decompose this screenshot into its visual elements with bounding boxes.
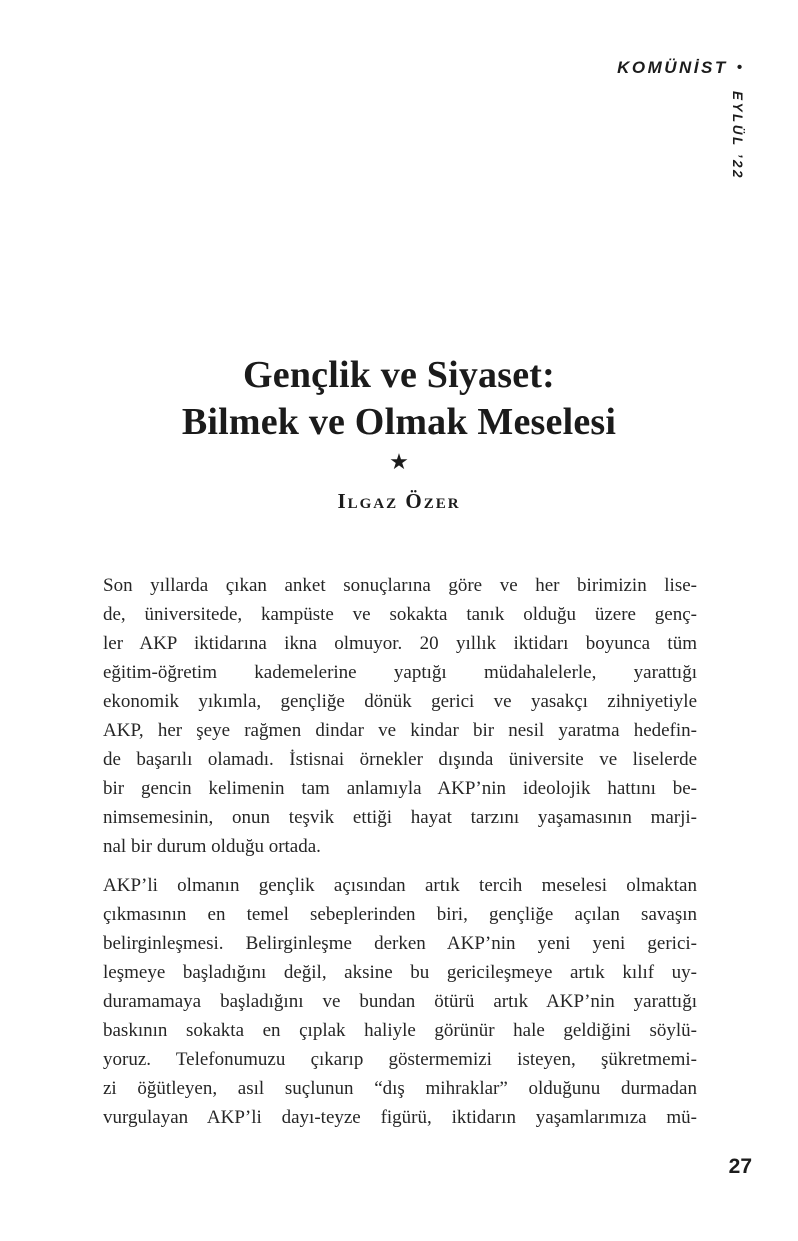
body-line: de, üniversitede, kampüste ve sokakta tanık olduğu üzere genç- [103, 604, 697, 625]
title-line-2: Bilmek ve Olmak Meselesi [181, 401, 617, 443]
body-line: zi öğütleyen, asıl suçlunun “dış mihraklar” olduğunu durmadan [103, 1078, 697, 1099]
body-line: ekonomik yıkımla, gençliğe dönük gerici ve yasakçı zihniyetiyle [103, 691, 697, 712]
title-line-1: Gençlik ve Siyaset: [243, 354, 555, 396]
author-name: Ilgaz Özer [337, 489, 461, 513]
body-line: vurgulayan AKP’li dayı-teyze figürü, iktidarın yaşamlarımıza mü- [103, 1107, 697, 1128]
body-line: AKP’li olmanın gençlik açısından artık tercih meselesi olmaktan [103, 875, 697, 896]
article-body [103, 571, 697, 1132]
paragraph-1 [103, 571, 697, 861]
body-line: nal bir durum olduğu ortada. [103, 836, 321, 857]
body-line: çıkmasının en temel sebeplerinden biri, gençliğe açılan savaşın [103, 904, 697, 925]
star-ornament-icon: ★ [389, 449, 409, 474]
body-line: duramamaya başladığını ve bundan ötürü artık AKP’nin yarattığı [103, 991, 697, 1012]
paragraph-2 [103, 871, 697, 1132]
body-line: AKP, her şeye rağmen dindar ve kindar bir nesil yaratma hedefin- [103, 720, 697, 741]
body-line: de başarılı olamadı. İstisnai örnekler dışında üniversite ve liselerde [103, 749, 697, 770]
body-line: eğitim-öğretim kademelerine yaptığı müdahalelerle, yarattığı [103, 662, 697, 683]
body-line: ler AKP iktidarına ikna olmuyor. 20 yıllık iktidarı boyunca tüm [103, 633, 697, 654]
journal-header [617, 58, 742, 78]
bullet-icon: • [736, 59, 742, 76]
page-number: 27 [728, 1155, 752, 1178]
body-line: bir gencin kelimenin tam anlamıyla AKP’nin ideolojik hattını be- [103, 778, 697, 799]
body-line: leşmeye başladığını değil, aksine bu gericileşmeye artık kılıf uy- [103, 962, 697, 983]
body-line: nimsemesinin, onun teşvik ettiği hayat tarzını yaşamasının marji- [103, 807, 697, 828]
body-line: belirginleşmesi. Belirginleşme derken AKP’nin yeni yeni gerici- [103, 933, 697, 954]
body-line: yoruz. Telefonumuzu çıkarıp göstermemizi isteyen, şükretmemi- [103, 1049, 697, 1070]
journal-name: KOMÜNİST [617, 58, 728, 77]
body-line: Son yıllarda çıkan anket sonuçlarına göre ve her birimizin lise- [103, 575, 697, 596]
issue-date-vertical: EYLÜL ’22 [730, 91, 745, 181]
article-title [0, 352, 798, 446]
body-line: baskının sokakta en çıplak haliyle görünür hale geldiğini söylü- [103, 1020, 697, 1041]
